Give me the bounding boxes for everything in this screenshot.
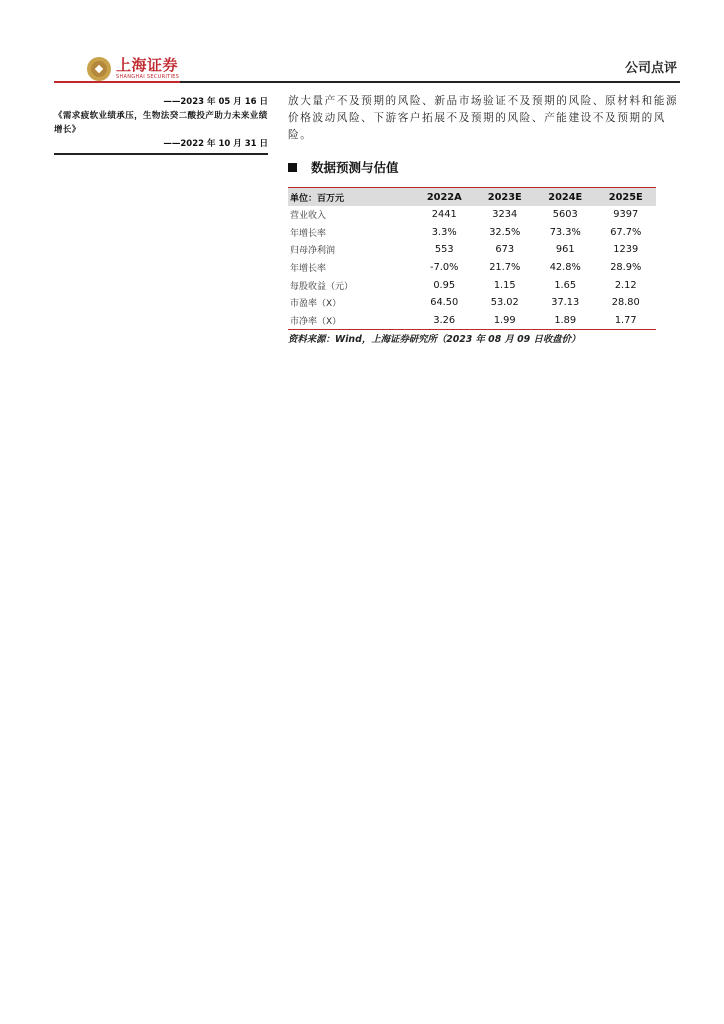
row-label: 营业收入 [290, 211, 327, 222]
related-reports [54, 95, 268, 151]
table-cell: 28.80 [611, 297, 640, 309]
table-cell: 1.99 [475, 312, 536, 330]
table-cell: 32.5% [489, 226, 521, 238]
table-cell: 961 [555, 244, 575, 256]
unit-label: 单位：百万元 [288, 188, 414, 207]
column-header: 2022A [414, 188, 475, 207]
shanghai-securities-logo-icon [86, 56, 112, 82]
table-cell: 9397 [613, 209, 639, 221]
table-cell: -7.0% [430, 262, 459, 274]
table-row [288, 206, 656, 224]
table-cell: 2.12 [614, 279, 637, 291]
section-heading [288, 158, 680, 176]
table-cell: 553 [434, 244, 454, 256]
table-cell: 21.7% [489, 262, 521, 274]
table-header-row [288, 188, 656, 207]
table-row [288, 259, 656, 277]
table-cell: 53.02 [490, 297, 519, 309]
row-label: 每股收益（元） [290, 281, 354, 292]
table-cell: 73.3% [549, 226, 581, 238]
table-cell: 3.26 [414, 312, 475, 330]
table-cell: 1239 [613, 244, 639, 256]
table-cell: 1.89 [535, 312, 596, 330]
column-header: 2025E [596, 188, 657, 207]
table-cell: 42.8% [549, 262, 581, 274]
section-title: 数据预测与估值 [311, 160, 399, 175]
table-cell: 1.65 [554, 279, 577, 291]
related-report-date: ——2022 年 10 月 31 日 [163, 139, 268, 149]
related-report-title[interactable]: 《需求疲软业绩承压，生物法癸二酸投产助力未来业绩增长》 [54, 111, 268, 135]
table-cell: 37.13 [551, 297, 580, 309]
sidebar-divider [54, 153, 268, 155]
logo-english-name: SHANGHAI SECURITIES [116, 74, 180, 80]
document-type: 公司点评 [624, 61, 677, 76]
table-cell: 28.9% [610, 262, 642, 274]
forecast-table [288, 187, 656, 330]
header-accent-divider [54, 81, 180, 83]
table-cell: 1.15 [493, 279, 516, 291]
column-header: 2023E [475, 188, 536, 207]
table-row [288, 294, 656, 312]
table-source-note: 资料来源：Wind，上海证券研究所（2023 年 08 月 09 日收盘价） [288, 334, 581, 345]
square-bullet-icon [288, 163, 297, 172]
related-report-date: ——2023 年 05 月 16 日 [163, 97, 268, 107]
table-cell: 1.77 [596, 312, 657, 330]
column-header: 2024E [535, 188, 596, 207]
row-label: 年增长率 [290, 264, 327, 275]
logo-chinese-name: 上海证券 [116, 56, 179, 74]
row-label: 年增长率 [290, 228, 327, 239]
table-row [288, 276, 656, 294]
row-label: 市净率（X） [288, 312, 414, 330]
table-cell: 5603 [552, 209, 578, 221]
brand-logo [86, 55, 179, 83]
row-label: 归母净利润 [290, 246, 336, 257]
table-row [288, 224, 656, 242]
table-cell: 3.3% [431, 226, 457, 238]
table-cell: 3234 [492, 209, 518, 221]
risk-paragraph: 放大量产不及预期的风险、新品市场验证不及预期的风险、原材料和能源价格波动风险、下游客户拓展不及预期的风险、产能建设不及预期的风险。 [288, 95, 679, 141]
table-cell: 673 [495, 244, 515, 256]
table-cell: 64.50 [430, 297, 459, 309]
table-cell: 2441 [431, 209, 457, 221]
table-cell: 0.95 [433, 279, 456, 291]
table-row [288, 312, 656, 330]
row-label: 市盈率（X） [290, 299, 342, 310]
table-cell: 67.7% [610, 226, 642, 238]
table-row [288, 241, 656, 259]
